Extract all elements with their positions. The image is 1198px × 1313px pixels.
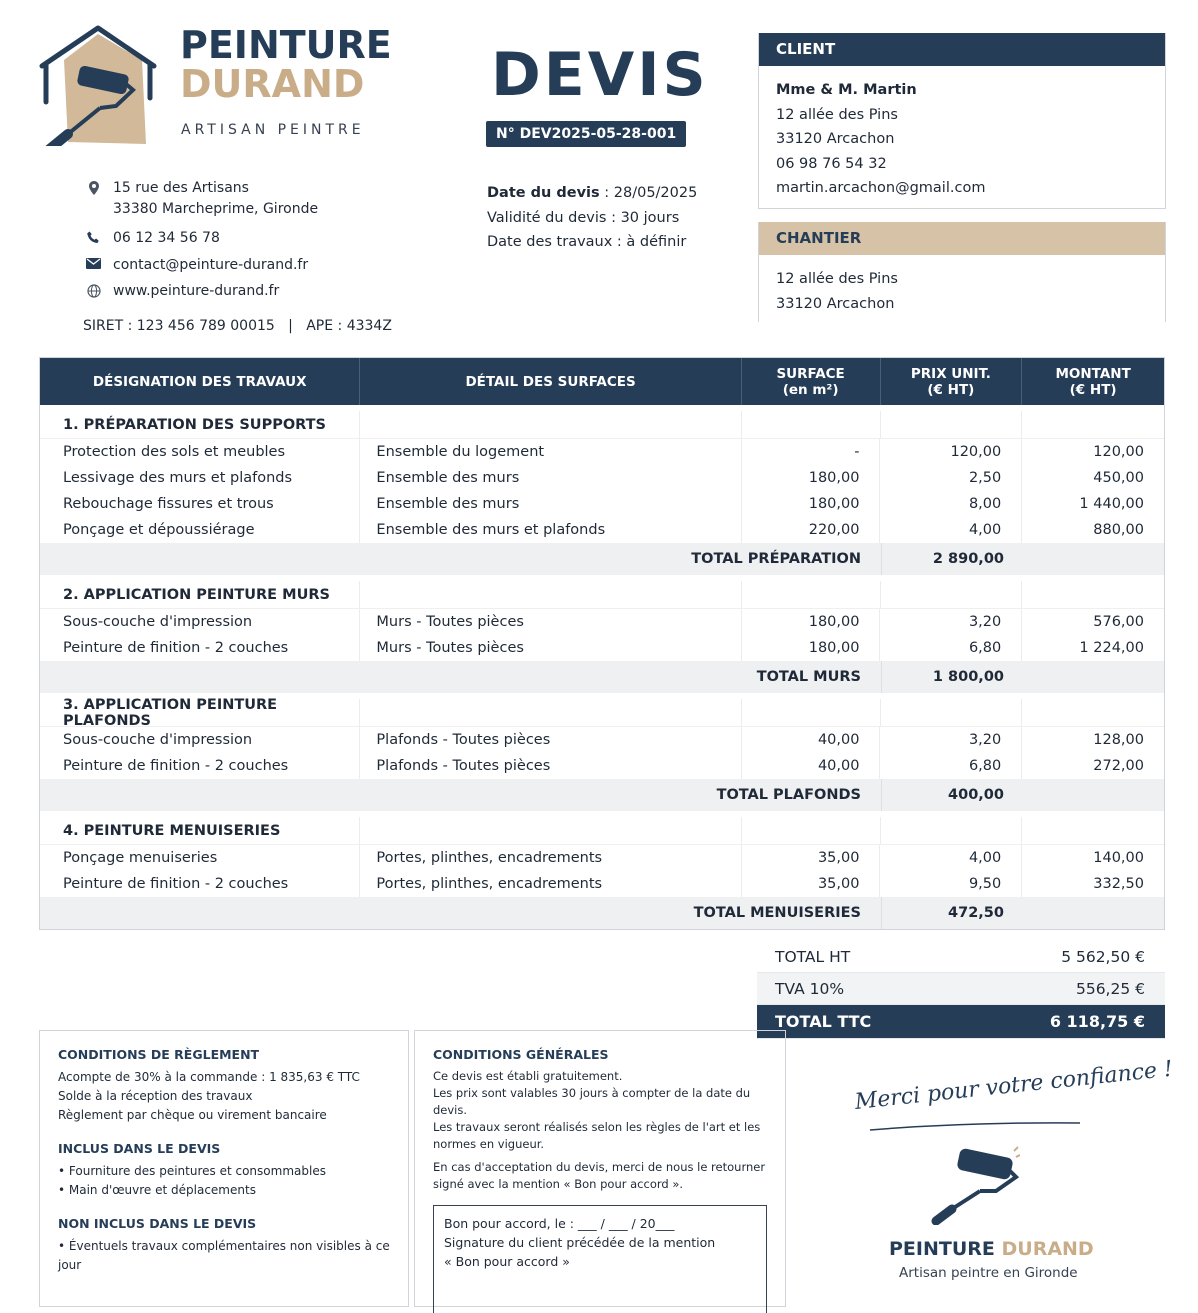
- section-title: 4. PEINTURE MENUISERIES: [40, 817, 360, 844]
- section-total-value: 400,00: [948, 787, 1004, 803]
- client-box: [758, 33, 1166, 209]
- amount-cell: 1 224,00: [1079, 640, 1144, 656]
- detail-cell: Portes, plinthes, encadrements: [360, 871, 741, 897]
- total-ttc-value: 6 118,75 €: [1049, 1012, 1145, 1031]
- empty-cell: [1022, 699, 1164, 726]
- brand-name-line1: PEINTURE: [180, 23, 392, 67]
- client-name: Mme & M. Martin: [776, 82, 917, 98]
- quote-validity: Validité du devis : 30 jours: [487, 209, 680, 226]
- document-title: DEVIS: [491, 40, 709, 110]
- empty-cell: [1022, 817, 1164, 844]
- table-row: [40, 609, 1164, 635]
- header-surface-label: SURFACE: [776, 365, 845, 382]
- section-total-value: 1 800,00: [932, 669, 1004, 685]
- client-address2: 33120 Arcachon: [776, 131, 895, 147]
- quote-number-badge: N° DEV2025-05-28-001: [486, 121, 686, 147]
- section-total-value: 2 890,00: [932, 551, 1004, 567]
- empty-cell: [881, 699, 1023, 726]
- surface-cell: 180,00: [742, 609, 881, 635]
- included-line: • Fourniture des peintures et consommables: [58, 1164, 326, 1178]
- unit-price-cell: 4,00: [880, 517, 1022, 543]
- section-total-row: [40, 897, 1164, 929]
- header-unit-price-label: PRIX UNIT.: [910, 365, 991, 382]
- empty-cell: [360, 699, 741, 726]
- works-date: Date des travaux : à définir: [487, 234, 687, 250]
- included-line: • Main d'œuvre et déplacements: [58, 1183, 256, 1197]
- footer-subtitle: Artisan peintre en Gironde: [899, 1265, 1078, 1281]
- table-row: [40, 845, 1164, 871]
- header-unit-price-unit: (€ HT): [927, 381, 975, 398]
- amount-cell: 120,00: [1093, 444, 1144, 460]
- table-row: [40, 753, 1164, 779]
- section-title: 2. APPLICATION PEINTURE MURS: [40, 581, 360, 608]
- designation-cell: Sous-couche d'impression: [40, 727, 360, 753]
- company-address-line2: 33380 Marcheprime, Gironde: [113, 201, 319, 217]
- acceptance-line: En cas d'acceptation du devis, merci de nous le retourner: [433, 1160, 766, 1174]
- company-website-value[interactable]: www.peinture-durand.fr: [113, 283, 280, 299]
- amount-cell: 1 440,00: [1079, 496, 1144, 512]
- company-phone: [86, 228, 220, 249]
- unit-price-cell: 3,20: [880, 609, 1022, 635]
- total-ht-value: 5 562,50 €: [1061, 947, 1145, 966]
- company-email: [86, 255, 308, 276]
- designation-cell: Rebouchage fissures et trous: [40, 491, 360, 517]
- total-ttc-row: [757, 1005, 1165, 1039]
- unit-price-cell: 120,00: [880, 439, 1022, 465]
- table-row: [40, 491, 1164, 517]
- surface-cell: 180,00: [742, 491, 881, 517]
- client-email: martin.arcachon@gmail.com: [776, 180, 986, 196]
- section-total-row: [40, 779, 1164, 811]
- quote-table: [39, 357, 1165, 930]
- surface-cell: 180,00: [742, 635, 881, 661]
- table-row: [40, 439, 1164, 465]
- detail-cell: Murs - Toutes pièces: [360, 635, 741, 661]
- designation-cell: Peinture de finition - 2 couches: [40, 635, 360, 661]
- payment-title: CONDITIONS DE RÈGLEMENT: [58, 1047, 260, 1062]
- empty-cell: [881, 411, 1023, 438]
- company-phone-value: 06 12 34 56 78: [113, 230, 220, 246]
- totals-box: [757, 941, 1165, 1039]
- payment-conditions-panel: [39, 1030, 409, 1307]
- designation-cell: Lessivage des murs et plafonds: [40, 465, 360, 491]
- designation-cell: Peinture de finition - 2 couches: [40, 871, 360, 897]
- tva-value: 556,25 €: [1075, 979, 1145, 998]
- surface-cell: 35,00: [742, 871, 881, 897]
- designation-cell: Sous-couche d'impression: [40, 609, 360, 635]
- detail-cell: Plafonds - Toutes pièces: [360, 727, 741, 753]
- unit-price-cell: 2,50: [880, 465, 1022, 491]
- empty-cell: [1022, 411, 1164, 438]
- sign-line: « Bon pour accord »: [444, 1254, 570, 1269]
- section-title: 1. PRÉPARATION DES SUPPORTS: [40, 411, 360, 438]
- surface-cell: 220,00: [742, 517, 881, 543]
- header-unit-price: [881, 358, 1023, 405]
- section-total-label: TOTAL MENUISERIES: [40, 897, 882, 929]
- tva-label: TVA 10%: [775, 979, 845, 998]
- envelope-icon: [86, 255, 101, 276]
- sign-line: Signature du client précédée de la mention: [444, 1235, 716, 1250]
- site-address1: 12 allée des Pins: [776, 271, 898, 287]
- quote-dates: [487, 181, 697, 255]
- general-line: Les travaux seront réalisés selon les règles de l'art et les: [433, 1120, 761, 1134]
- general-line: Ce devis est établi gratuitement.: [433, 1069, 623, 1083]
- detail-cell: Ensemble des murs: [360, 491, 741, 517]
- amount-cell: 272,00: [1093, 758, 1144, 774]
- quote-date-value: : 28/05/2025: [599, 185, 698, 201]
- company-email-value[interactable]: contact@peinture-durand.fr: [113, 257, 309, 273]
- footer-brand-b: DURAND: [1001, 1238, 1094, 1260]
- footer-brand-a: PEINTURE: [889, 1238, 1002, 1260]
- company-address: [86, 178, 318, 220]
- client-address1: 12 allée des Pins: [776, 106, 898, 123]
- unit-price-cell: 4,00: [880, 845, 1022, 871]
- paint-roller-icon: [930, 1145, 1020, 1225]
- site-header: CHANTIER: [759, 222, 1165, 255]
- header-amount-unit: (€ HT): [1069, 381, 1117, 398]
- payment-line: Règlement par chèque ou virement bancaire: [58, 1108, 327, 1122]
- sign-line: Bon pour accord, le : ___ / ___ / 20___: [444, 1216, 675, 1231]
- section-total-row: [40, 543, 1164, 575]
- unit-price-cell: 6,80: [880, 635, 1022, 661]
- unit-price-cell: 3,20: [880, 727, 1022, 753]
- company-website: [86, 281, 279, 302]
- empty-cell: [360, 817, 741, 844]
- total-ht-row: [757, 941, 1165, 973]
- amount-cell: 332,50: [1093, 876, 1144, 892]
- empty-cell: [742, 581, 881, 608]
- empty-cell: [881, 581, 1023, 608]
- underline-decoration: [868, 1120, 1083, 1132]
- payment-line: Acompte de 30% à la commande : 1 835,63 € TTC: [58, 1070, 360, 1084]
- header-detail: DÉTAIL DES SURFACES: [360, 358, 741, 405]
- detail-cell: Ensemble des murs et plafonds: [360, 517, 741, 543]
- detail-cell: Murs - Toutes pièces: [360, 609, 741, 635]
- header-designation: DÉSIGNATION DES TRAVAUX: [40, 358, 360, 405]
- section-title-row: [40, 693, 1164, 727]
- excluded-title: NON INCLUS DANS LE DEVIS: [58, 1216, 257, 1231]
- table-row: [40, 465, 1164, 491]
- detail-cell: Ensemble des murs: [360, 465, 741, 491]
- section-total-row: [40, 661, 1164, 693]
- unit-price-cell: 6,80: [880, 753, 1022, 779]
- surface-cell: 40,00: [742, 753, 881, 779]
- tva-row: [757, 973, 1165, 1005]
- empty-cell: [742, 411, 881, 438]
- footer-brand: [889, 1238, 1094, 1260]
- detail-cell: Portes, plinthes, encadrements: [360, 845, 741, 871]
- table-row: [40, 635, 1164, 661]
- client-header: CLIENT: [759, 33, 1165, 66]
- surface-cell: 40,00: [742, 727, 881, 753]
- designation-cell: Ponçage et dépoussiérage: [40, 517, 360, 543]
- header-amount: [1022, 358, 1164, 405]
- table-row: [40, 871, 1164, 897]
- acceptance-line: signé avec la mention « Bon pour accord ».: [433, 1177, 684, 1191]
- brand-name-line2: DURAND: [180, 62, 365, 106]
- included-title: INCLUS DANS LE DEVIS: [58, 1141, 221, 1156]
- general-line: Les prix sont valables 30 jours à compter de la date du devis.: [433, 1086, 751, 1117]
- empty-cell: [881, 817, 1023, 844]
- thanks-message: Merci pour votre confiance !: [853, 1056, 1174, 1115]
- unit-price-cell: 9,50: [880, 871, 1022, 897]
- header-surface-unit: (en m²): [782, 381, 839, 398]
- payment-line: Solde à la réception des travaux: [58, 1089, 253, 1103]
- section-title-row: [40, 575, 1164, 609]
- section-total-label: TOTAL PRÉPARATION: [40, 543, 882, 575]
- general-line: normes en vigueur.: [433, 1137, 545, 1151]
- surface-cell: 180,00: [742, 465, 881, 491]
- section-title-row: [40, 405, 1164, 439]
- section-total-value: 472,50: [948, 905, 1004, 921]
- detail-cell: Ensemble du logement: [360, 439, 741, 465]
- table-row: [40, 517, 1164, 543]
- detail-cell: Plafonds - Toutes pièces: [360, 753, 741, 779]
- brand-tagline: ARTISAN PEINTRE: [181, 122, 365, 138]
- company-siret: SIRET : 123 456 789 00015 | APE : 4334Z: [83, 318, 392, 334]
- empty-cell: [742, 817, 881, 844]
- header-amount-label: MONTANT: [1055, 365, 1131, 382]
- site-address2: 33120 Arcachon: [776, 295, 895, 312]
- section-title: 3. APPLICATION PEINTURE PLAFONDS: [40, 699, 360, 726]
- empty-cell: [742, 699, 881, 726]
- client-phone: 06 98 76 54 32: [776, 155, 887, 172]
- globe-icon: [86, 281, 101, 302]
- designation-cell: Ponçage menuiseries: [40, 845, 360, 871]
- house-roller-logo: [38, 24, 160, 146]
- signature-box[interactable]: [433, 1205, 767, 1313]
- table-header: [40, 358, 1164, 405]
- total-ttc-label: TOTAL TTC: [775, 1012, 872, 1031]
- amount-cell: 140,00: [1093, 850, 1144, 866]
- general-title: CONDITIONS GÉNÉRALES: [433, 1047, 609, 1062]
- header-surface: [742, 358, 881, 405]
- amount-cell: 450,00: [1093, 470, 1144, 486]
- surface-cell: 35,00: [742, 845, 881, 871]
- general-conditions-panel: [414, 1030, 786, 1307]
- company-address-line1: 15 rue des Artisans: [113, 180, 249, 196]
- location-pin-icon: [86, 178, 101, 220]
- designation-cell: Protection des sols et meubles: [40, 439, 360, 465]
- section-total-label: TOTAL PLAFONDS: [40, 779, 882, 811]
- empty-cell: [360, 411, 741, 438]
- total-ht-label: TOTAL HT: [775, 947, 851, 966]
- surface-cell: -: [742, 439, 881, 465]
- section-title-row: [40, 811, 1164, 845]
- table-body: [40, 405, 1164, 929]
- phone-icon: [86, 228, 101, 249]
- amount-cell: 576,00: [1093, 614, 1144, 630]
- amount-cell: 128,00: [1093, 732, 1144, 748]
- designation-cell: Peinture de finition - 2 couches: [40, 753, 360, 779]
- empty-cell: [360, 581, 741, 608]
- quote-date-label: Date du devis: [487, 185, 600, 201]
- site-box: [758, 222, 1166, 322]
- empty-cell: [1022, 581, 1164, 608]
- table-row: [40, 727, 1164, 753]
- section-total-label: TOTAL MURS: [40, 661, 882, 693]
- excluded-line: • Éventuels travaux complémentaires non visibles à ce jour: [58, 1239, 390, 1272]
- amount-cell: 880,00: [1093, 522, 1144, 538]
- unit-price-cell: 8,00: [880, 491, 1022, 517]
